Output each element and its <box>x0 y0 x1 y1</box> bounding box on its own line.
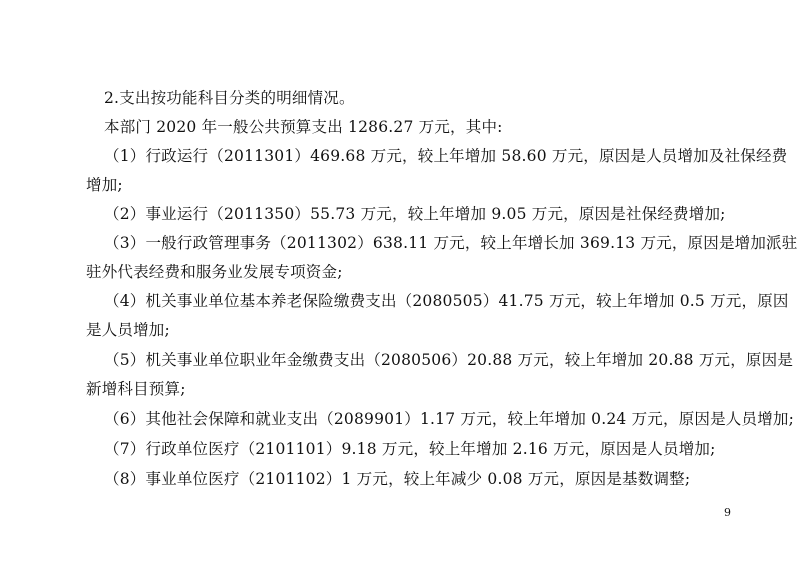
item-5-line-2: 新增科目预算; <box>86 380 186 398</box>
item-5-line-1: （5）机关事业单位职业年金缴费支出（2080506）20.88 万元，较上年增加 20.88 万元，原因是 <box>104 351 794 369</box>
item-4-line-2: 是人员增加; <box>86 321 170 339</box>
item-8: （8）事业单位医疗（2101102）1 万元，较上年减少 0.08 万元，原因是基数调整; <box>104 470 691 488</box>
item-3-line-1: （3）一般行政管理事务（2011302）638.11 万元，较上年增长加 369.13 万元，原因是增加派驻 <box>104 234 798 252</box>
item-4-line-1: （4）机关事业单位基本养老保险缴费支出（2080505）41.75 万元，较上年增加 0.5 万元，原因 <box>104 292 789 310</box>
item-1-line-2: 增加; <box>86 176 123 194</box>
item-1-line-1: （1）行政运行（2011301）469.68 万元，较上年增加 58.60 万元，原因是人员增加及社保经费 <box>104 147 788 165</box>
summary-paragraph: 本部门 2020 年一般公共预算支出 1286.27 万元，其中: <box>104 118 503 136</box>
item-7: （7）行政单位医疗（2101101）9.18 万元，较上年增加 2.16 万元，原因是人员增加; <box>104 440 716 458</box>
page-number: 9 <box>724 506 731 519</box>
item-3-line-2: 驻外代表经费和服务业发展专项资金; <box>86 263 343 281</box>
item-6: （6）其他社会保障和就业支出（2089901）1.17 万元，较上年增加 0.24 万元，原因是人员增加; <box>104 410 795 428</box>
section-heading: 2.支出按功能科目分类的明细情况。 <box>104 89 355 107</box>
item-2: （2）事业运行（2011350）55.73 万元，较上年增加 9.05 万元，原因是社保经费增加; <box>104 205 726 223</box>
